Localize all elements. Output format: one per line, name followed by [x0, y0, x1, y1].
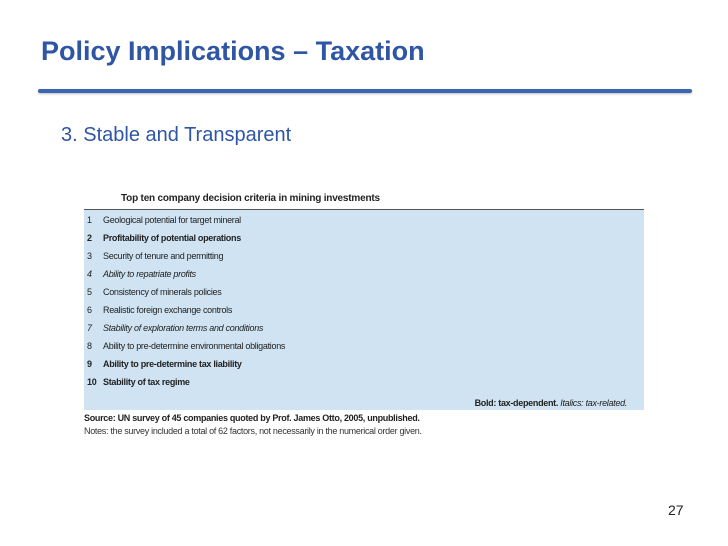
criteria-table [84, 209, 644, 410]
style-legend [475, 398, 627, 408]
row-text: Realistic foreign exchange controls [103, 305, 233, 315]
row-text: Ability to pre-determine tax liability [103, 359, 242, 369]
row-number: 8 [87, 341, 92, 351]
row-number: 4 [87, 269, 92, 279]
slide-subtitle: 3. Stable and Transparent [61, 124, 292, 146]
legend-italic: Italics: tax-related. [560, 398, 627, 408]
figure-notes: Notes: the survey included a total of 62 factors, not necessarily in the numerical order given. [84, 426, 422, 436]
row-text: Stability of tax regime [103, 377, 190, 387]
row-text: Ability to pre-determine environmental obligations [103, 341, 286, 351]
row-text: Security of tenure and permitting [103, 251, 224, 261]
title-divider [38, 89, 692, 93]
row-number: 2 [87, 233, 92, 243]
row-number: 5 [87, 287, 92, 297]
row-number: 10 [87, 377, 97, 387]
row-number: 6 [87, 305, 92, 315]
row-text: Ability to repatriate profits [103, 269, 196, 279]
page-number: 27 [668, 502, 684, 518]
row-text: Geological potential for target mineral [103, 215, 241, 225]
slide-title: Policy Implications – Taxation [41, 36, 425, 66]
row-text: Profitability of potential operations [103, 233, 241, 243]
row-number: 9 [87, 359, 92, 369]
figure-source: Source: UN survey of 45 companies quoted by Prof. James Otto, 2005, unpublished. [84, 413, 420, 423]
row-number: 1 [87, 215, 92, 225]
row-number: 7 [87, 323, 92, 333]
row-number: 3 [87, 251, 92, 261]
row-text: Stability of exploration terms and conditions [103, 323, 264, 333]
legend-bold: Bold: tax-dependent. [474, 398, 559, 408]
row-text: Consistency of minerals policies [103, 287, 222, 297]
figure-title: Top ten company decision criteria in mining investments [121, 193, 380, 204]
